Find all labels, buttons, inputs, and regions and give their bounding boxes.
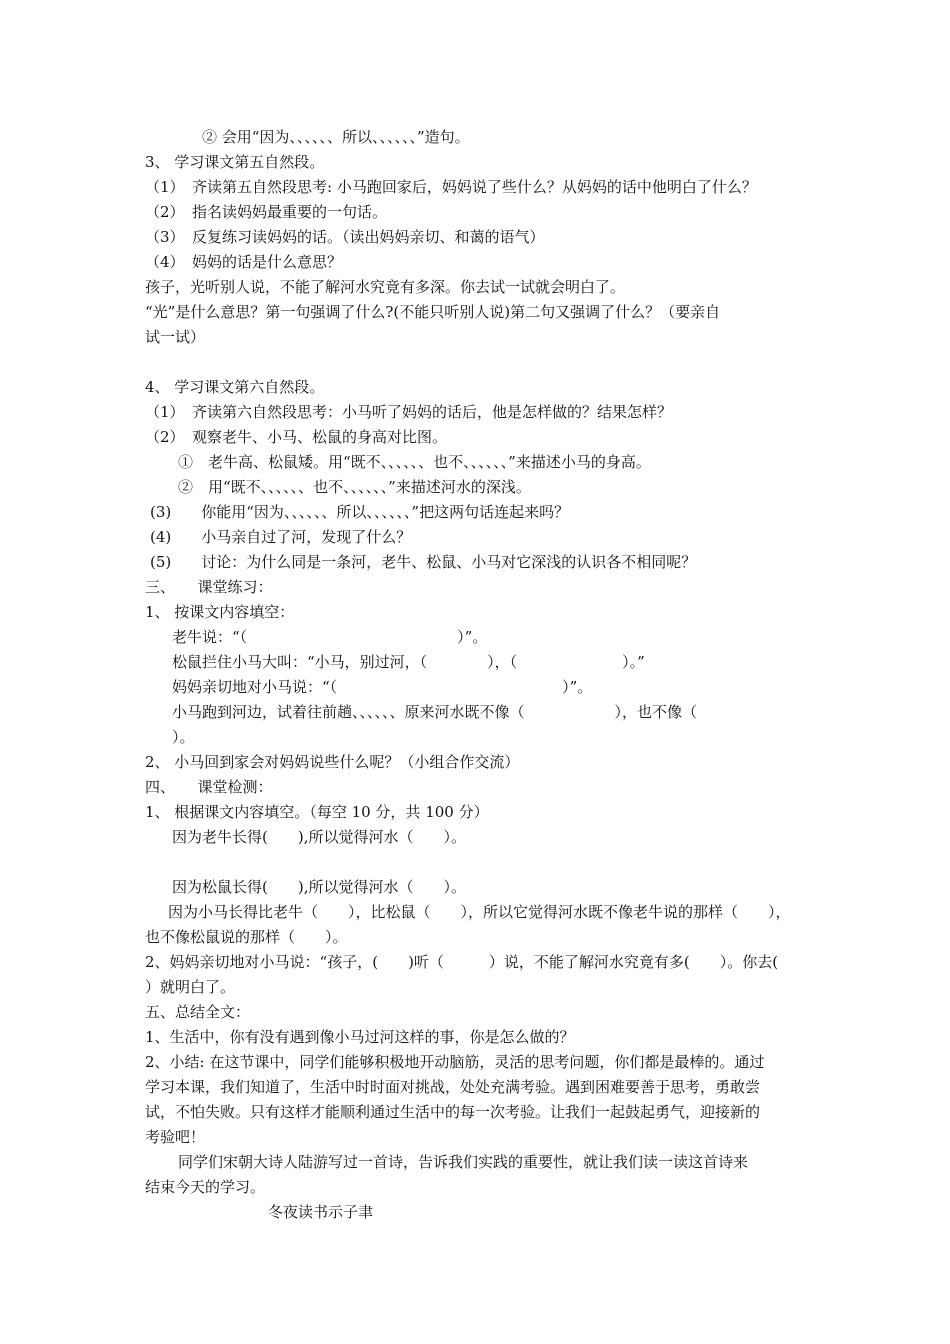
section-heading: 4、 学习课文第六自然段。 <box>145 378 325 396</box>
text-line: 孩子，光听别人说，不能了解河水究竟有多深。你去试一试就会明白了。 <box>145 278 626 296</box>
fill-blank-line: 因为小马长得比老牛（ ），比松鼠（ ），所以它觉得河水既不像老牛说的那样（ ）， <box>168 903 791 921</box>
text-line: （4） 妈妈的话是什么意思？ <box>145 253 343 271</box>
fill-blank-line: ）。 <box>172 728 195 746</box>
text-line: (5) 讨论：为什么同是一条河，老牛、松鼠、小马对它深浅的认识各不相同呢？ <box>150 553 697 571</box>
text-line: 2、小结: 在这节课中，同学们能够积极地开动脑筋，灵活的思考问题，你们都是最棒的。通过 <box>145 1053 765 1071</box>
section-heading: 3、 学习课文第五自然段。 <box>145 153 325 171</box>
fill-blank-line: ）就明白了。 <box>145 978 236 996</box>
text-line: ② 用“既不、、、、、、也不、、、、、、”来描述河水的深浅。 <box>178 478 531 496</box>
text-line: (4) 小马亲自过了河，发现了什么？ <box>150 528 412 546</box>
fill-blank-line: 因为松鼠长得( ),所以觉得河水（ ）。 <box>172 878 466 896</box>
fill-blank-line: 因为老牛长得( ),所以觉得河水（ ）。 <box>172 828 466 846</box>
text-line: 2、 小马回到家会对妈妈说些什么呢？（小组合作交流） <box>145 753 520 771</box>
text-line: （2） 指名读妈妈最重要的一句话。 <box>145 203 388 221</box>
text-line: 考验吧！ <box>145 1128 206 1146</box>
text-line: （1） 齐读第六自然段思考：小马听了妈妈的话后，他是怎样做的？结果怎样？ <box>145 403 673 421</box>
text-line: ① 老牛高、松鼠矮。用“既不、、、、、、也不、、、、、、”来描述小马的身高。 <box>178 453 651 471</box>
text-line: (3) 你能用“因为、、、、、、所以、、、、、、”把这两句话连起来吗？ <box>150 503 570 521</box>
text-line: 学习本课，我们知道了，生活中时时面对挑战，处处充满考验。遇到困难要善于思考，勇敢尝 <box>145 1078 761 1096</box>
text-line: 试，不怕失败。只有这样才能顺利通过生活中的每一次考验。让我们一起鼓起勇气，迎接新的 <box>145 1103 761 1121</box>
text-line: 1、 按课文内容填空： <box>145 603 295 621</box>
fill-blank-line: 2、妈妈亲切地对小马说：“孩子，( )听（ ）说，不能了解河水究竟有多( ）。你去( <box>145 953 779 971</box>
text-line: （2） 观察老牛、小马、松鼠的身高对比图。 <box>145 428 448 446</box>
text-line: 1、生活中，你有没有遇到像小马过河这样的事，你是怎么做的？ <box>145 1028 575 1046</box>
text-line: 同学们宋朝大诗人陆游写过一首诗，告诉我们实践的重要性，就让我们读一读这首诗来 <box>178 1153 749 1171</box>
section-heading: 四、 课堂检测： <box>145 778 273 796</box>
fill-blank-line: 小马跑到河边，试着往前趟、、、、、、原来河水既不像（ ），也不像（ <box>172 703 698 721</box>
text-line: ② 会用“因为、、、、、、所以、、、、、、”造句。 <box>202 128 470 146</box>
text-line: “光”是什么意思？第一句强调了什么?(不能只听别人说)第二句又强调了什么？（要亲自 <box>145 303 721 321</box>
section-heading: 五、总结全文： <box>145 1003 251 1021</box>
fill-blank-line: 妈妈亲切地对小马说：“（ ）”。 <box>172 678 593 696</box>
text-line: 结束今天的学习。 <box>145 1178 266 1196</box>
fill-blank-line: 也不像松鼠说的那样（ ）。 <box>145 928 348 946</box>
poem-title: 冬夜读书示子聿 <box>268 1203 374 1221</box>
section-heading: 三、 课堂练习： <box>145 578 273 596</box>
text-line: 试一试） <box>145 328 206 346</box>
text-line: （1） 齐读第五自然段思考: 小马跑回家后，妈妈说了些什么？从妈妈的话中他明白了什么？ <box>145 178 757 196</box>
fill-blank-line: 老牛说：“（ ）”。 <box>172 628 488 646</box>
text-line: （3） 反复练习读妈妈的话。（读出妈妈亲切、和蔼的语气） <box>145 228 545 246</box>
fill-blank-line: 松鼠拦住小马大叫：“小马，别过河，（ ），（ ）。” <box>172 653 645 671</box>
text-line: 1、 根据课文内容填空。（每空 10 分，共 100 分） <box>145 803 489 821</box>
